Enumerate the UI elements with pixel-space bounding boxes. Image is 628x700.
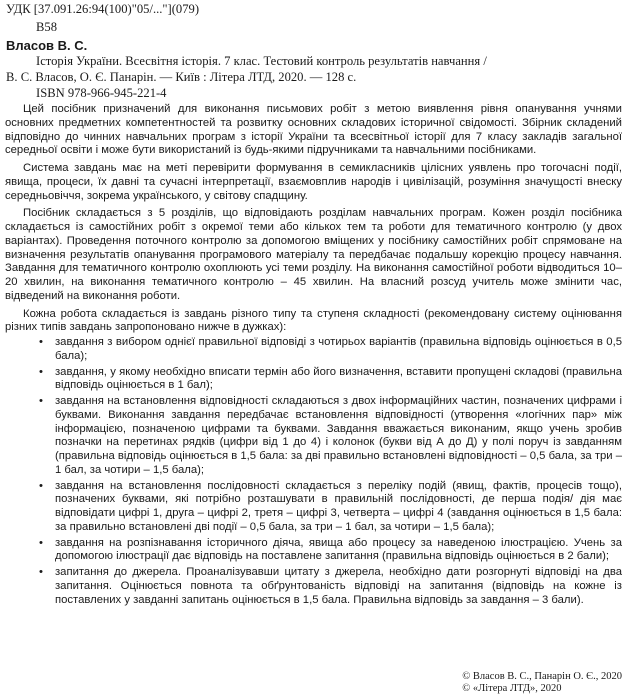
list-item: • завдання з вибором однієї правильної відповіді з чотирьох варіантів (правильна відповідь оцінюється в 0,5 бала); bbox=[39, 336, 622, 362]
bullet-icon: • bbox=[39, 479, 43, 492]
paragraph-purpose: Цей посібник призначений для виконання письмових робіт з метою виявлення рівня опанування учнями основних предметних компетентностей та розвитку основних складових історичної свідомості. Збірник складений відповідно до чинних навчальних програм з історії України та всесвітньої історії для 7 класу закладів загальної середньої освіти і може бути використаний із будь-якими підручниками та навчальними посібниками. bbox=[5, 103, 622, 157]
paragraph-system: Система завдань має на меті перевірити формування в семикласників цілісних уявлень про тогочасні події, явища, процеси, їх давні та сучасні інтерпретації, взаємовплив народів і цивілізацій, розуміння значущості внеску середньовіччя, зокрема українського, у світову спадщину. bbox=[5, 162, 622, 202]
bullet-icon: • bbox=[39, 365, 43, 378]
isbn: ISBN 978-966-945-221-4 bbox=[36, 86, 167, 100]
bullet-icon: • bbox=[39, 336, 43, 348]
list-item: • завдання на розпізнавання історичного діяча, явища або процесу за наведеною ілюстрацією. Учень за допомогою ілюстрації дає відповідь на поставлене запитання (правильна відповідь оцінюється в 2 бали); bbox=[39, 536, 622, 563]
copyright-authors: © Власов В. С., Панарін О. Є., 2020 bbox=[462, 671, 622, 682]
task-types-list bbox=[5, 336, 622, 607]
catalog-code: В58 bbox=[36, 20, 57, 34]
paragraph-grading-intro: Кожна робота складається із завдань різного типу та ступеня складності (рекомендовану систему оцінювання різних типів завдань запропоновано нижче в дужках): bbox=[5, 307, 622, 334]
copyright-publisher: © «Літера ЛТД», 2020 bbox=[462, 683, 562, 694]
udk-code: УДК [37.091.26:94(100)"05/..."](079) bbox=[6, 2, 200, 16]
book-imprint: В. С. Власов, О. Є. Панарін. — Київ : Літера ЛТД, 2020. — 128 с. bbox=[6, 70, 357, 84]
list-item: • завдання на встановлення відповідності складаються з двох інформаційних частин, позначених цифрами і буквами. Виконання завдання передбачає встановлення відповідності (утворення «логічних пар» між інформацією, позначеною цифрами та буквами. Завдання вважається виконаним, якщо учень зробив позначки на перетинах рядків (цифри від 1 до 4) і колонок (букви від А до Д) у полі поруч із завданням (правильна відповідь оцінюється в 1,5 бала: за дві правильно встановлені відповідності – 0,5 бала, за три – 1 бал, за чотири – 1,5 бала); bbox=[39, 395, 623, 476]
copyright-block bbox=[462, 671, 622, 695]
paragraph-structure: Посібник складається з 5 розділів, що відповідають розділам навчальних програм. Кожен розділ посібника складається із самостійних робіт з окремої теми або кількох тем та роботи для тематичного контролю (у двох варіантах). Проведення поточного контролю за допомогою вміщених у посібнику самостійних робіт спрямоване на визначення результатів опанування програмового матеріалу та передбачає подальшу корекцію процесу навчання. Завдання для тематичного контролю охоплюють усі теми розділу. На виконання самостійної роботи відводиться 10–20 хвилин, на виконання тематичного контролю – 45 хвилин. На власний розсуд учитель може змінити час, відведений на виконання роботи. bbox=[5, 207, 622, 302]
list-item: • завдання на встановлення послідовності складається з переліку подій (явищ, фактів, процесів тощо), позначених буквами, які потрібно розташувати в правильній послідовності, де перша подія/ дія має відповідати цифрі 1, друга – цифрі 2, третя – цифрі 3, четверта – цифрі 4 (завдання оцінюється в 1,5 бала: за правильно встановлені дві події – 0,5 бала, за три – 1 бал, за чотири – 1,5 бала); bbox=[39, 479, 622, 533]
bullet-icon: • bbox=[39, 566, 43, 578]
bullet-icon: • bbox=[39, 395, 43, 407]
author-name: Власов В. С. bbox=[6, 38, 88, 53]
book-title: Історія України. Всесвітня історія. 7 клас. Тестовий контроль результатів навчання / bbox=[36, 54, 487, 68]
annotation-text bbox=[5, 103, 622, 609]
list-item: • завдання, у якому необхідно вписати термін або його визначення, вставити пропущені складові (правильна відповідь оцінюється в 1 бал); bbox=[39, 365, 622, 392]
list-item: • запитання до джерела. Проаналізувавши цитату з джерела, необхідно дати розгорнуті відповіді на два запитання. Оцінюється повнота та обґрунтованість відповіді на запитання (відповідь на кожне із поставлених у завданні запитань оцінюється в 1,5 бала. Правильна відповідь за завдання – 3 бали). bbox=[39, 566, 622, 606]
bullet-icon: • bbox=[39, 536, 43, 549]
